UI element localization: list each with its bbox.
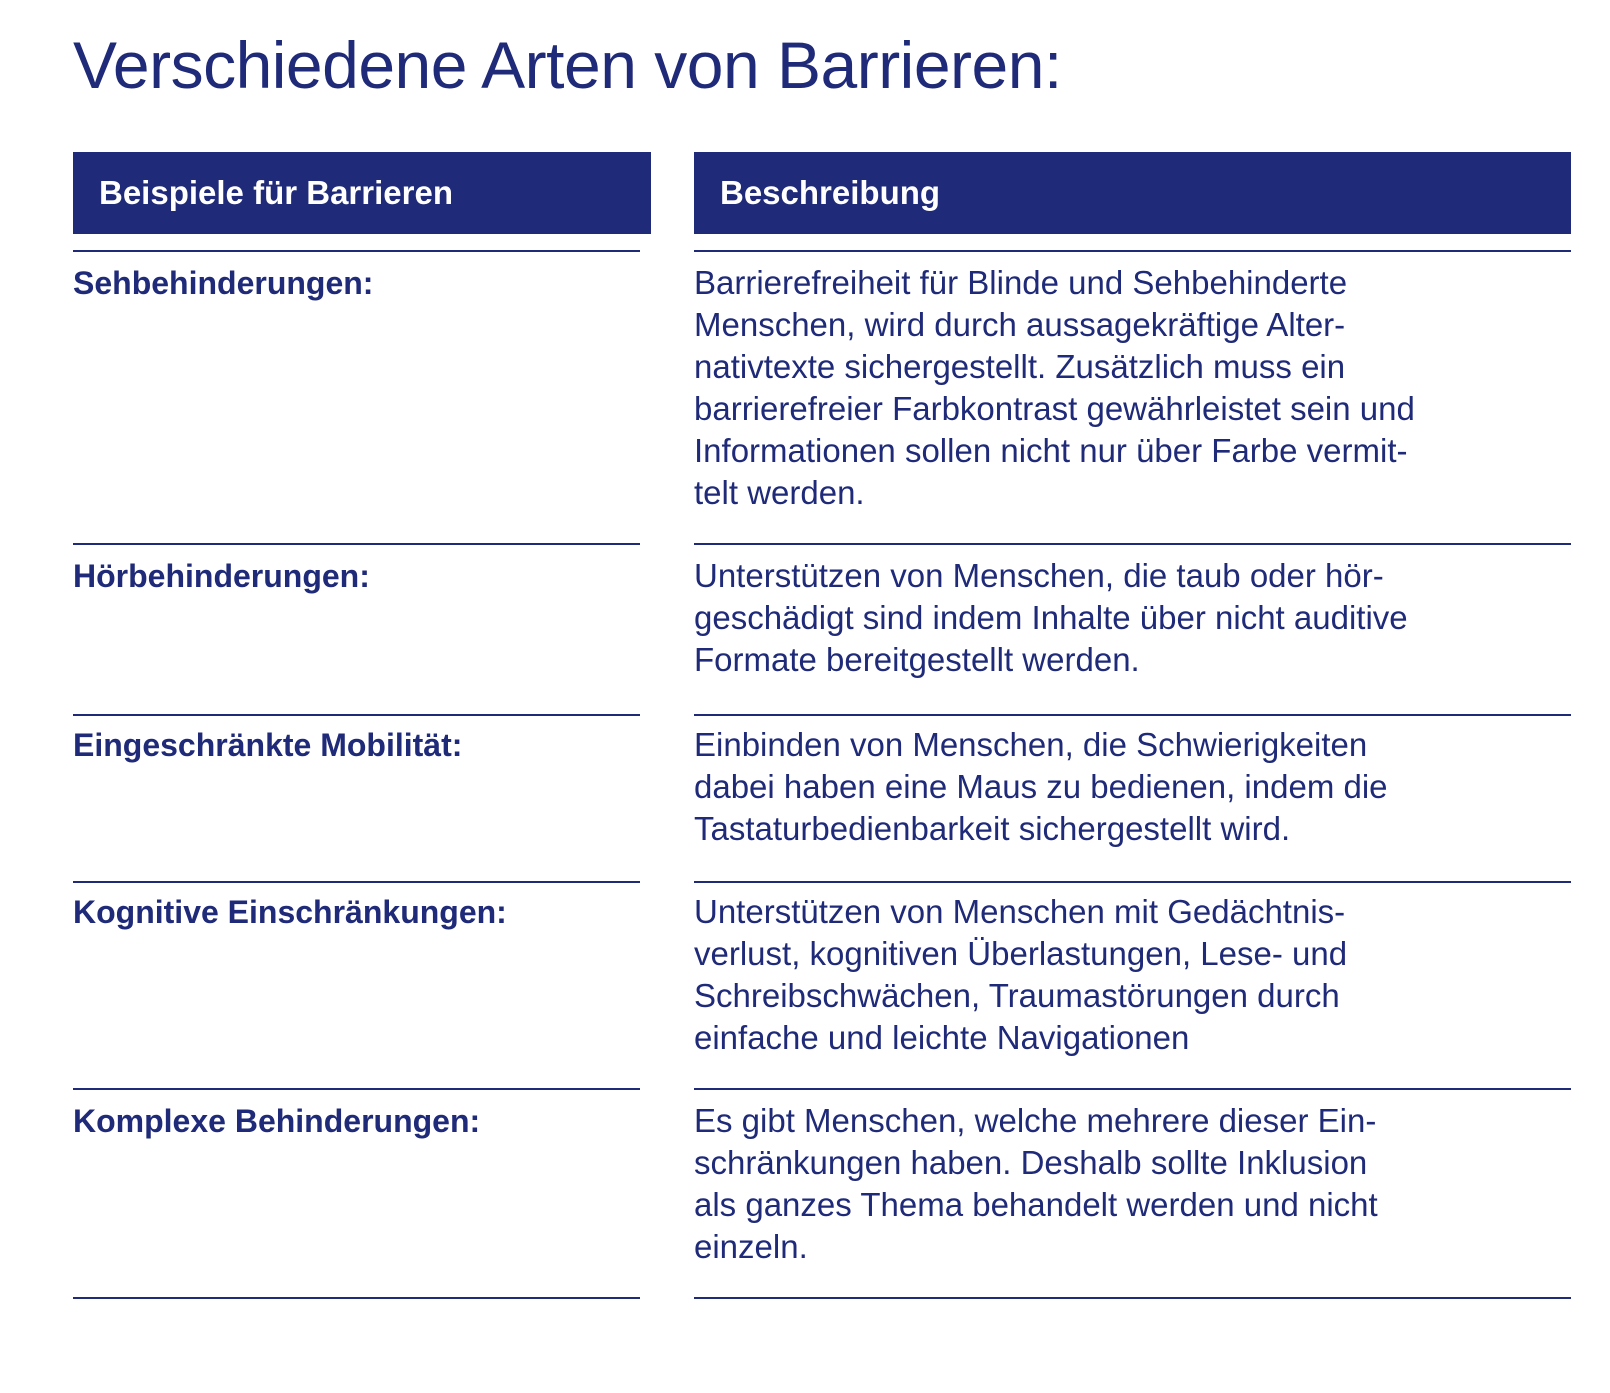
description-line: Es gibt Menschen, welche mehrere dieser Ein- <box>694 1102 1377 1139</box>
description-line: Unterstützen von Menschen, die taub oder hör- <box>694 557 1384 594</box>
table-bottom-rule <box>694 1297 1571 1299</box>
description-line: verlust, kognitiven Überlastungen, Lese- und <box>694 935 1348 972</box>
category-label-komplexe: Komplexe Behinderungen: <box>73 1103 481 1139</box>
table-bottom-rule <box>73 1297 640 1299</box>
description-line: Formate bereitgestellt werden. <box>694 641 1140 678</box>
category-label-hoerbehinderungen: Hörbehinderungen: <box>73 558 370 594</box>
description-line: dabei haben eine Maus zu bedienen, indem die <box>694 768 1388 805</box>
row-divider <box>694 1088 1571 1090</box>
description-hoerbehinderungen <box>694 555 1571 681</box>
description-line: einzeln. <box>694 1228 808 1265</box>
description-line: barrierefreier Farbkontrast gewährleistet sein und <box>694 390 1415 427</box>
description-line: schränkungen haben. Deshalb sollte Inklusion <box>694 1144 1368 1181</box>
description-line: Einbinden von Menschen, die Schwierigkeiten <box>694 726 1368 763</box>
description-line: Schreibschwächen, Traumastörungen durch <box>694 977 1340 1014</box>
row-divider <box>73 1088 640 1090</box>
category-label-mobilitaet: Eingeschränkte Mobilität: <box>73 727 463 763</box>
row-divider <box>694 543 1571 545</box>
category-label-kognitive: Kognitive Einschränkungen: <box>73 894 507 930</box>
description-line: einfache und leichte Navigationen <box>694 1019 1190 1056</box>
page-title: Verschiedene Arten von Barrieren: <box>73 28 1062 102</box>
description-line: Menschen, wird durch aussagekräftige Alter- <box>694 306 1346 343</box>
row-divider <box>73 714 640 716</box>
description-line: geschädigt sind indem Inhalte über nicht auditive <box>694 599 1408 636</box>
description-komplexe <box>694 1100 1571 1268</box>
description-line: Unterstützen von Menschen mit Gedächtnis- <box>694 893 1346 930</box>
row-divider <box>694 881 1571 883</box>
description-kognitive <box>694 891 1571 1059</box>
description-line: als ganzes Thema behandelt werden und nicht <box>694 1186 1378 1223</box>
description-line: Barrierefreiheit für Blinde und Sehbehinderte <box>694 264 1348 301</box>
description-sehbehinderungen <box>694 262 1571 514</box>
description-line: Informationen sollen nicht nur über Farbe vermit- <box>694 432 1408 469</box>
column-header-examples: Beispiele für Barrieren <box>73 152 651 234</box>
description-line: nativtexte sichergestellt. Zusätzlich muss ein <box>694 348 1346 385</box>
row-divider <box>73 881 640 883</box>
column-header-description: Beschreibung <box>694 152 1571 234</box>
description-line: Tastaturbedienbarkeit sichergestellt wird. <box>694 810 1291 847</box>
row-divider <box>73 543 640 545</box>
row-divider <box>694 714 1571 716</box>
category-label-sehbehinderungen: Sehbehinderungen: <box>73 265 374 301</box>
description-mobilitaet <box>694 724 1571 850</box>
row-divider <box>694 250 1571 252</box>
row-divider <box>73 250 640 252</box>
description-line: telt werden. <box>694 474 865 511</box>
